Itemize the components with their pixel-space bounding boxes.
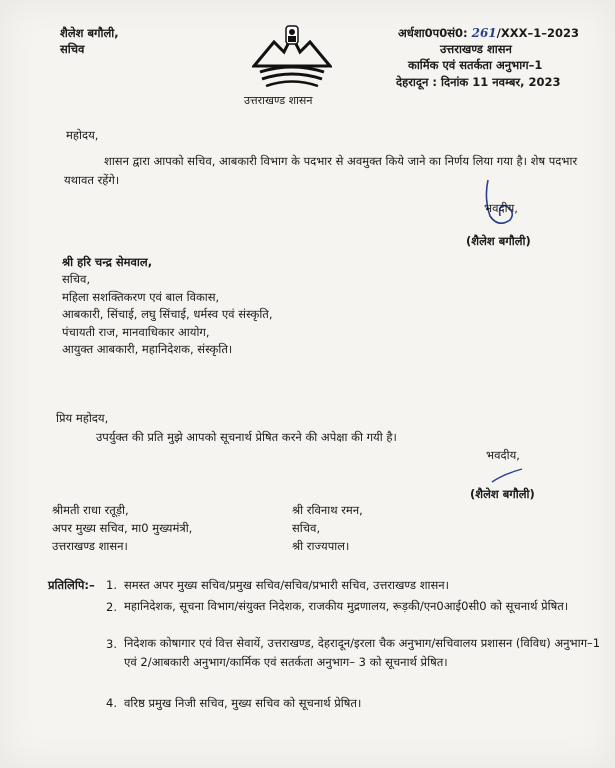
recipient-left-line: उत्तराखण्ड शासन।: [52, 539, 128, 553]
recipient-right-line: श्री राज्यपाल।: [292, 539, 350, 553]
addressee-line: महिला सशक्तिकरण एवं बाल विकास,: [62, 290, 220, 304]
copy-number: 4.: [106, 696, 117, 710]
reference-number: अर्धशा0प0सं0: 261/XXX–1–2023: [398, 26, 579, 40]
copy-number: 2.: [106, 600, 117, 614]
salutation-2: प्रिय महोदय,: [56, 411, 109, 425]
salutation-1: महोदय,: [66, 128, 99, 142]
place-date: देहरादून : दिनांक 11 नवम्बर, 2023: [396, 75, 561, 89]
recipient-right-line: सचिव,: [292, 521, 321, 535]
handwritten-signature-2: [488, 466, 528, 486]
org-name: उत्तराखण्ड शासन: [440, 42, 512, 56]
copy-number: 3.: [106, 637, 117, 651]
closing-1: भवदीय,: [484, 201, 518, 215]
signatory-1: (शैलेश बगौली): [466, 234, 531, 248]
copy-item: महानिदेशक, सूचना विभाग/संयुक्त निदेशक, राजकीय मुद्रणालय, रूड़की/एन0आई0सी0 को सूचनार्थ प्रेषित।: [124, 599, 569, 613]
ref-handwritten-number: 261: [471, 26, 497, 40]
emblem-caption: उत्तराखण्ड शासन: [244, 94, 313, 107]
letter-body-1: शासन द्वारा आपको सचिव, आबकारी विभाग के पदभार से अवमुक्त किये जाने का निर्णय लिया गया है। शेष पदभार यथावत रहेंगे।: [64, 154, 578, 187]
copy-item: समस्त अपर मुख्य सचिव/प्रमुख सचिव/सचिव/प्रभारी सचिव, उत्तराखण्ड शासन।: [124, 578, 450, 592]
copy-item: वरिष्ठ प्रमुख निजी सचिव, मुख्य सचिव को सूचनार्थ प्रेषित।: [124, 696, 362, 710]
signatory-2: (शैलेश बगौली): [470, 487, 535, 501]
sender-designation: सचिव: [60, 42, 85, 56]
copy-number: 1.: [106, 578, 117, 592]
addressee-line: पंचायती राज, मानवाधिकार आयोग,: [62, 325, 210, 339]
recipient-left-line: श्रीमती राधा रतूड़ी,: [52, 503, 129, 517]
addressee-line: आयुक्त आबकारी, महानिदेशक, संस्कृति।: [62, 342, 233, 356]
closing-2: भवदीय,: [486, 448, 520, 462]
copies-label: प्रतिलिपि:–: [48, 578, 95, 592]
addressee-line: आबकारी, सिंचाई, लघु सिंचाई, धर्मस्व एवं संस्कृति,: [62, 307, 273, 321]
sender-name: शैलेश बगौली,: [60, 26, 119, 40]
section-name: कार्मिक एवं सतर्कता अनुभाग–1: [408, 58, 543, 72]
letter-body-2: उपर्युक्त की प्रति मुझे आपको सूचनार्थ प्रेषित करने की अपेक्षा की गयी है।: [96, 430, 397, 444]
recipient-right-line: श्री रविनाथ रमन,: [292, 503, 363, 517]
uttarakhand-emblem-icon: [252, 22, 332, 92]
copy-item: निदेशक कोषागार एवं वित्त सेवायें, उत्तराखण्ड, देहरादून/इरला चैक अनुभाग/सचिवालय प्रशासन (विविध) अनुभाग–1 एवं 2/आबकारी अनुभाग/कार्मिक एवं सतर्कता अनुभाग– 3 को सूचनार्थ प्रेषित।: [124, 636, 601, 669]
addressee-line: सचिव,: [62, 272, 91, 286]
addressee-name: श्री हरि चन्द्र सेमवाल,: [62, 255, 153, 269]
recipient-left-line: अपर मुख्य सचिव, मा0 मुख्यमंत्री,: [52, 521, 193, 535]
